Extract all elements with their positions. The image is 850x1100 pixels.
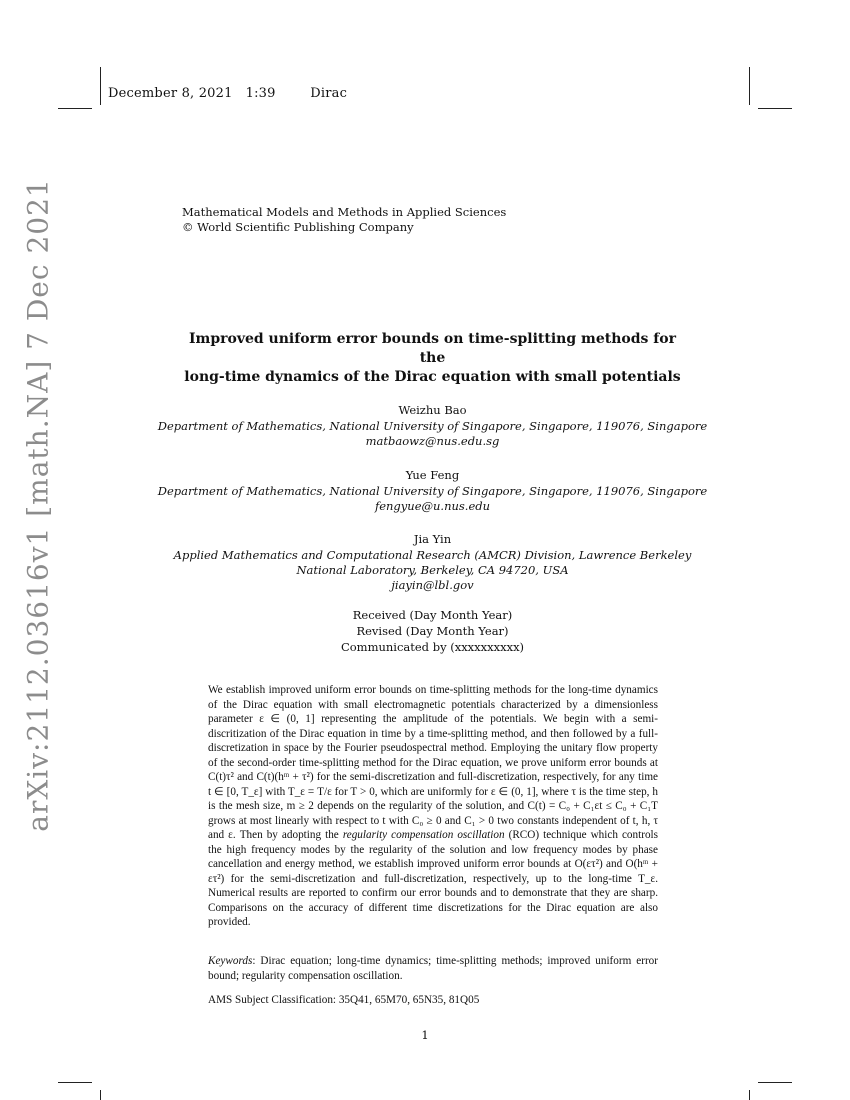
header-time: 1:39	[245, 86, 276, 101]
crop-mark	[749, 67, 750, 105]
author-affiliation: National Laboratory, Berkeley, CA 94720, USA	[296, 563, 569, 577]
received-date: Received (Day Month Year)	[352, 608, 513, 622]
author-block-2	[150, 468, 715, 514]
author-affiliation: Applied Mathematics and Computational Research (AMCR) Division, Lawrence Berkeley	[173, 548, 692, 562]
header-short-title: Dirac	[310, 86, 348, 101]
author-affiliation: Department of Mathematics, National University of Singapore, Singapore, 119076, Singapore	[157, 484, 708, 498]
author-name: Weizhu Bao	[398, 403, 467, 417]
running-header	[108, 86, 347, 101]
journal-name: Mathematical Models and Methods in Applied Sciences	[182, 205, 507, 219]
title-line-2: long-time dynamics of the Dirac equation with small potentials	[184, 369, 681, 385]
crop-mark	[758, 1082, 792, 1083]
header-date: December 8, 2021	[108, 86, 233, 101]
keywords-label: Keywords	[208, 955, 253, 967]
submission-dates	[250, 607, 615, 655]
crop-mark	[749, 1090, 750, 1100]
author-block-1	[150, 403, 715, 449]
page-number: 1	[421, 1028, 429, 1042]
abstract-italic-term: regularity compensation oscillation	[342, 829, 505, 841]
crop-mark	[58, 1082, 92, 1083]
arxiv-identifier: arXiv:2112.03616v1 [math.NA] 7 Dec 2021	[21, 178, 55, 832]
author-name: Yue Feng	[405, 468, 460, 482]
paper-title	[175, 330, 690, 387]
communicated-by: Communicated by (xxxxxxxxxx)	[340, 640, 525, 654]
author-email: fengyue@u.nus.edu	[374, 499, 491, 513]
author-block-3	[150, 532, 715, 593]
crop-mark	[58, 108, 92, 109]
abstract-text-part-1: We establish improved uniform error bounds on time-splitting methods for the long-time dynamics of the Dirac equation with small electromagnetic potentials characterized by a dimensionless parameter ε ∈ (0, 1] representing the amplitude of the potentials. We begin with a semi-discritization of the Dirac equation in time by a time-splitting method, and then followed by a full-discretization in space by the Fourier pseudospectral method. Employing the unitary flow property of the second-order time-splitting method for the Dirac equation, we prove uniform error bounds at C(t)τ² and C(t)(hᵐ + τ²) for the semi-discretization and full-discretization, respectively, for any time t ∈ [0, T_ε] with T_ε = T/ε for T > 0, which are uniformly for ε ∈ (0, 1], where τ is the time step, h is the mesh size, m ≥ 2 depends on the regularity of the solution, and C(t) = C₀ + C₁εt ≤ C₀ + C₁T grows at most linearly with respect to t with C₀ ≥ 0 and C₁ > 0 two constants independent of t, h, τ and ε. Then by adopting the	[208, 684, 658, 841]
crop-mark	[758, 108, 792, 109]
author-email: jiayin@lbl.gov	[391, 578, 474, 592]
author-email: matbaowz@nus.edu.sg	[365, 434, 500, 448]
ams-classification: AMS Subject Classification: 35Q41, 65M70, 65N35, 81Q05	[208, 994, 480, 1006]
keywords	[208, 954, 658, 983]
title-line-1: Improved uniform error bounds on time-splitting methods for the	[188, 331, 677, 366]
abstract	[208, 683, 658, 930]
author-affiliation: Department of Mathematics, National University of Singapore, Singapore, 119076, Singapore	[157, 419, 708, 433]
revised-date: Revised (Day Month Year)	[356, 624, 509, 638]
keywords-text: : Dirac equation; long-time dynamics; time-splitting methods; improved uniform error bound; regularity compensation oscillation.	[208, 955, 658, 982]
crop-mark	[100, 1090, 101, 1100]
crop-mark	[100, 67, 101, 105]
abstract-text-part-2: (RCO) technique which controls the high frequency modes by the regularity of the solution and low frequency modes by phase cancellation and energy method, we establish improved uniform error bounds at O(ετ²) and O(hᵐ + ετ²) for the semi-discretization and full-discretization, respectively, up to the long-time T_ε. Numerical results are reported to confirm our error bounds and to demonstrate that they are sharp. Comparisons on the accuracy of different time discretizations for the Dirac equation are also provided.	[208, 829, 659, 928]
journal-info	[182, 205, 506, 235]
author-name: Jia Yin	[413, 532, 452, 546]
journal-copyright: © World Scientific Publishing Company	[182, 220, 414, 234]
